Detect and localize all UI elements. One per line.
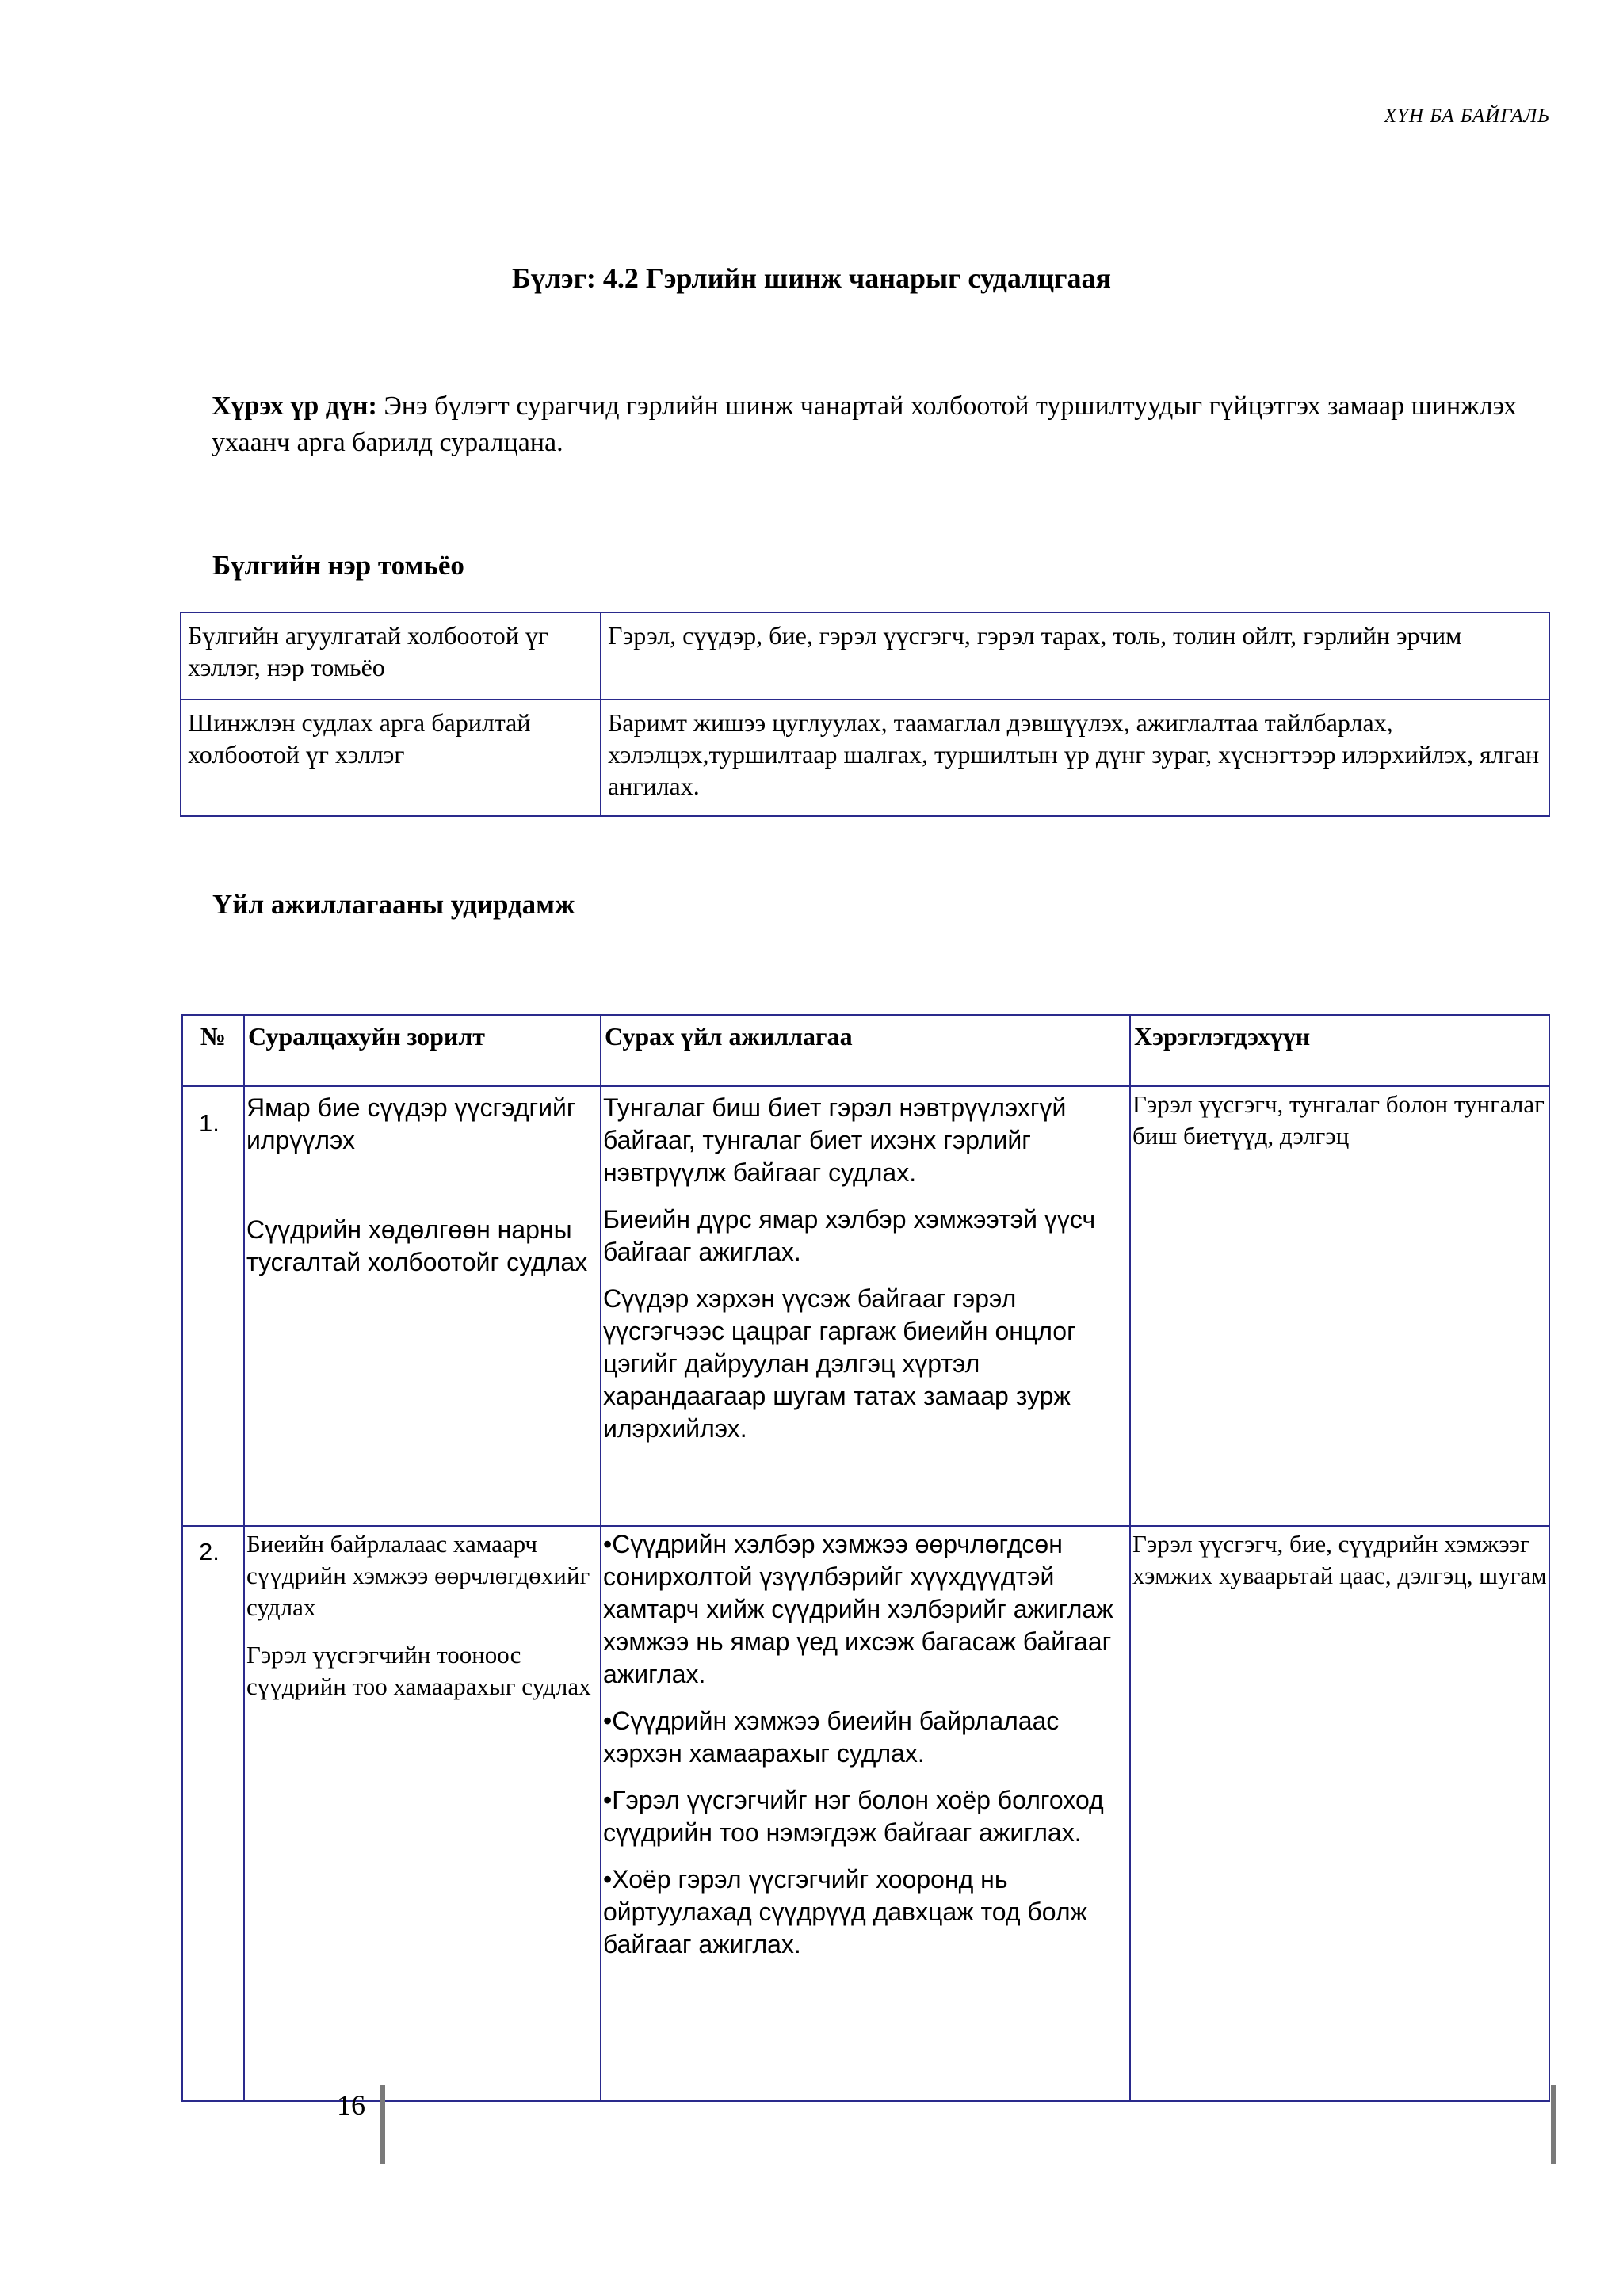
page-number: 16	[337, 2089, 365, 2121]
materials-cell	[1130, 1526, 1549, 2101]
vocab-label-cell: Бүлгийн агуулгатай холбоотой үг хэллэг, нэр томьёо	[181, 612, 601, 700]
column-header-goal: Суралцахуйн зорилт	[244, 1015, 601, 1086]
activity-bullet-item	[603, 1863, 1128, 1961]
activity-bullet-item	[603, 1705, 1128, 1770]
learning-outcome	[212, 388, 1559, 461]
goal-text: Ямар бие сүүдэр үүсгэдгийг илрүүлэх	[246, 1093, 576, 1154]
footer-divider	[1551, 2085, 1556, 2164]
row-number: 2.	[182, 1526, 244, 2101]
goal-cell	[244, 1526, 601, 2101]
row-number: 1.	[182, 1086, 244, 1526]
activity-cell	[601, 1086, 1130, 1526]
bullet-icon: •	[603, 1865, 613, 1894]
activity-text: Сүүдрийн хэмжээ биеийн байрлалаас хэрхэн хамаарахыг судлах.	[603, 1707, 1060, 1768]
column-header-number: №	[182, 1015, 244, 1086]
activity-text: Биеийн дүрс ямар хэлбэр хэмжээтэй үүсч байгааг ажиглах.	[603, 1205, 1096, 1266]
table-row	[182, 1086, 1549, 1526]
chapter-title: Бүлэг: 4.2 Гэрлийн шинж чанарыг судалцгаая	[512, 262, 1111, 294]
activities-table	[181, 1014, 1550, 2102]
materials-text: Гэрэл үүсгэгч, тунгалаг болон тунгалаг биш биетүүд, дэлгэц	[1132, 1090, 1545, 1150]
activity-text: Тунгалаг биш биет гэрэл нэвтрүүлэхгүй байгааг, тунгалаг биет ихэнх гэрлийг нэвтрүүлж байгааг судлах.	[603, 1093, 1067, 1187]
activity-text: Сүүдрийн хэлбэр хэмжээ өөрчлөгдсөн сонирхолтой үзүүлбэрийг хүүхдүүдтэй хамтарч хийж сүүдрийн хэлбэрийг ажиглаж хэмжээ нь ямар үед ихсэж багасаж байгааг ажиглах.	[603, 1530, 1113, 1688]
table-header-row	[182, 1015, 1549, 1086]
outcome-text: Энэ бүлэгт сурагчид гэрлийн шинж чанартай холбоотой туршилтуудыг гүйцэтгэх замаар шинжлэх ухаанч арга барилд суралцана.	[212, 391, 1517, 457]
goal-text: Биеийн байрлалаас хамаарч сүүдрийн хэмжээ өөрчлөгдөхийг судлах	[246, 1530, 590, 1621]
column-header-materials: Хэрэглэгдэхүүн	[1130, 1015, 1549, 1086]
activity-bullet-item	[603, 1784, 1128, 1849]
activities-heading: Үйл ажиллагааны удирдамж	[212, 889, 575, 920]
bullet-icon: •	[603, 1707, 613, 1735]
table-row	[182, 1526, 1549, 2101]
table-row	[181, 612, 1549, 700]
goal-text: Сүүдрийн хөдөлгөөн нарны тусгалтай холбоотойг судлах	[246, 1215, 588, 1276]
vocabulary-table	[180, 612, 1550, 817]
running-header: ХҮН БА БАЙГАЛЬ	[1384, 105, 1550, 127]
vocab-label-cell: Шинжлэн судлах арга барилтай холбоотой үг хэллэг	[181, 700, 601, 816]
activity-cell	[601, 1526, 1130, 2101]
table-row	[181, 700, 1549, 816]
vocabulary-heading: Бүлгийн нэр томьёо	[212, 550, 464, 581]
bullet-icon: •	[603, 1530, 613, 1558]
materials-cell	[1130, 1086, 1549, 1526]
vocab-terms-cell: Гэрэл, сүүдэр, бие, гэрэл үүсгэгч, гэрэл тарах, толь, толин ойлт, гэрлийн эрчим	[601, 612, 1549, 700]
activity-bullet-item	[603, 1528, 1128, 1691]
materials-text: Гэрэл үүсгэгч, бие, сүүдрийн хэмжээг хэмжих хуваарьтай цаас, дэлгэц, шугам	[1132, 1530, 1547, 1589]
activity-text: Сүүдэр хэрхэн үүсэж байгааг гэрэл үүсгэгчээс цацраг гаргаж биеийн онцлог цэгийг дайруулан дэлгэц хүртэл харандаагаар шугам татах замаар зурж илэрхийлэх.	[603, 1284, 1076, 1443]
goal-cell	[244, 1086, 601, 1526]
footer-divider	[380, 2085, 385, 2164]
vocab-terms-cell: Баримт жишээ цуглуулах, таамаглал дэвшүүлэх, ажиглалтаа тайлбарлах, хэлэлцэх,туршилтаар шалгах, туршилтын үр дүнг зураг, хүснэгтээр илэрхийлэх, ялган ангилах.	[601, 700, 1549, 816]
goal-text: Гэрэл үүсгэгчийн тооноос сүүдрийн тоо хамаарахыг судлах	[246, 1641, 591, 1700]
outcome-label: Хүрэх үр дүн:	[212, 391, 377, 421]
bullet-icon: •	[603, 1786, 613, 1814]
activity-text: Гэрэл үүсгэгчийг нэг болон хоёр болгоход сүүдрийн тоо нэмэгдэж байгааг ажиглах.	[603, 1786, 1104, 1847]
column-header-activity: Сурах үйл ажиллагаа	[601, 1015, 1130, 1086]
activity-text: Хоёр гэрэл үүсгэгчийг хооронд нь ойртуулахад сүүдрүүд давхцаж тод болж байгааг ажиглах.	[603, 1865, 1087, 1958]
